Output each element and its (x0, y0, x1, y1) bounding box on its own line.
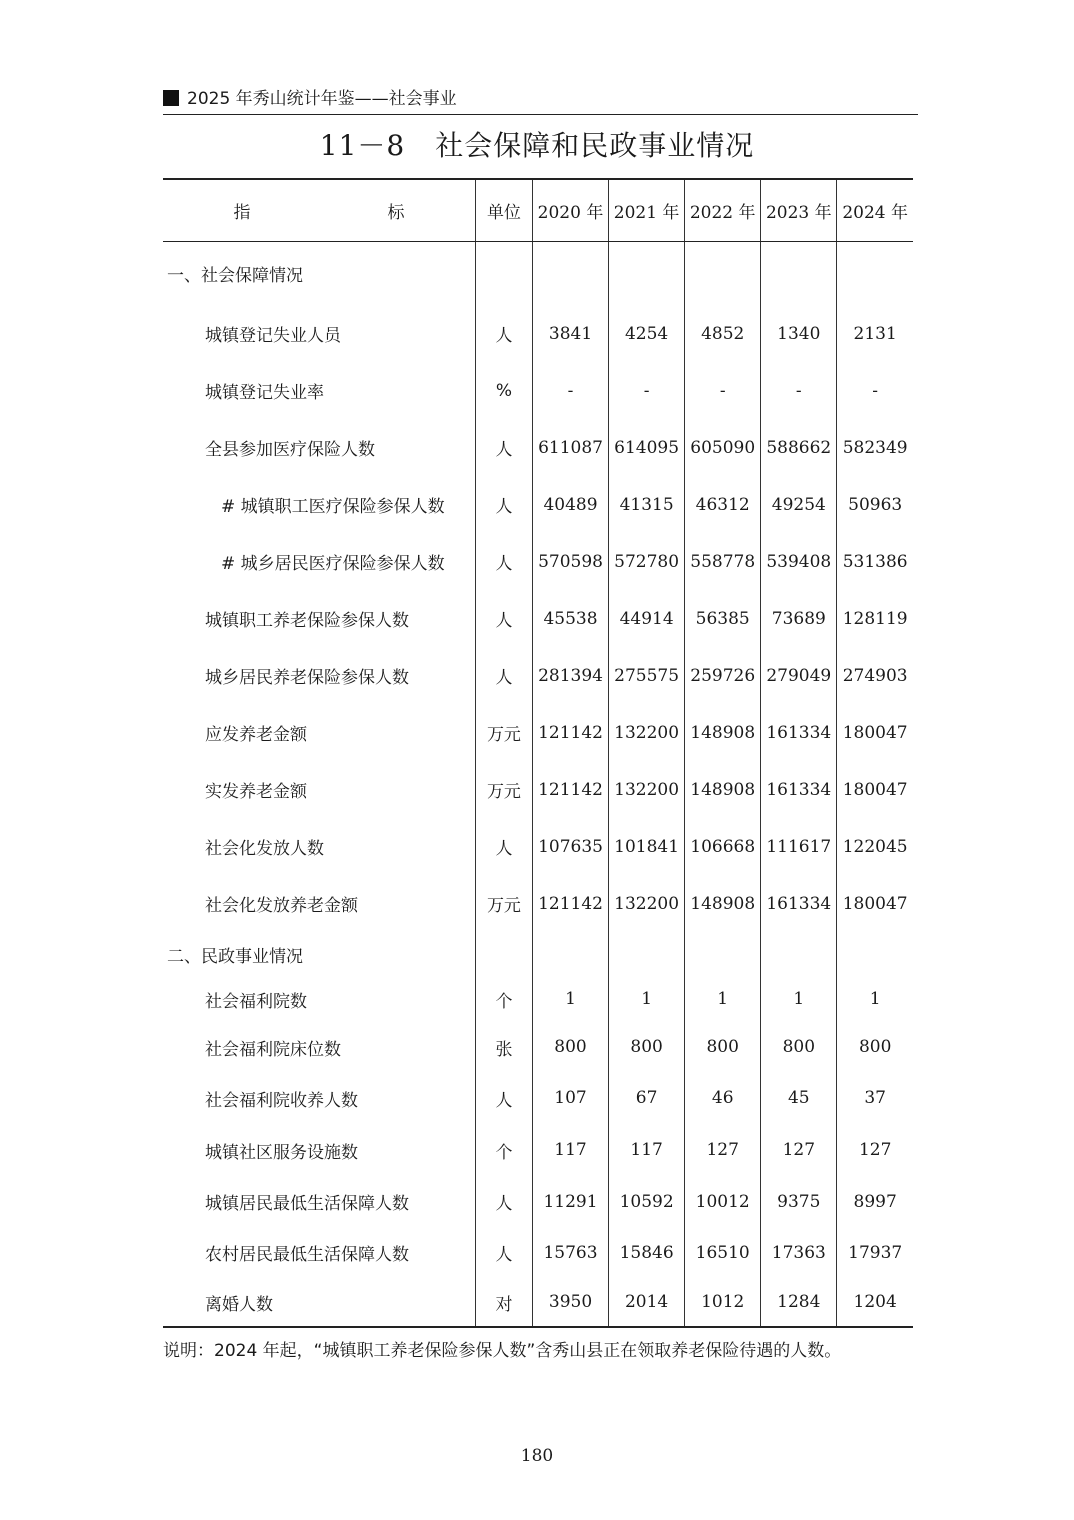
value-cell: 73689 (761, 590, 837, 647)
value-cell: 588662 (761, 419, 837, 476)
table-row (163, 1278, 913, 1327)
row-label: 社会福利院收养人数 (205, 1090, 358, 1111)
empty-cell (837, 241, 913, 305)
row-label: 社会福利院床位数 (205, 1039, 341, 1060)
table-row (163, 1176, 913, 1227)
year-header: 2024 年 (837, 179, 913, 241)
value-cell: 4852 (685, 305, 761, 362)
value-cell: 2014 (609, 1278, 685, 1327)
value-cell: - (532, 362, 608, 419)
empty-cell (532, 932, 608, 976)
value-cell: 132200 (609, 704, 685, 761)
year-header: 2020 年 (532, 179, 608, 241)
value-cell: 121142 (532, 704, 608, 761)
value-cell: 121142 (532, 875, 608, 932)
value-cell: 3841 (532, 305, 608, 362)
running-header-title: 2025 年秀山统计年鉴——社会事业 (187, 89, 457, 109)
row-label: 社会化发放养老金额 (205, 896, 358, 916)
table-title (0, 124, 1074, 164)
unit-header: 单位 (475, 179, 532, 241)
value-cell: 605090 (685, 419, 761, 476)
table-body (163, 241, 913, 1327)
row-unit: 人 (475, 305, 532, 362)
row-unit: 万元 (475, 704, 532, 761)
value-cell: 161334 (761, 761, 837, 818)
value-cell: 570598 (532, 533, 608, 590)
value-cell: 148908 (685, 761, 761, 818)
value-cell: 44914 (609, 590, 685, 647)
section-row (163, 241, 913, 305)
value-cell: 148908 (685, 704, 761, 761)
value-cell: 132200 (609, 761, 685, 818)
row-unit: 人 (475, 533, 532, 590)
empty-cell (685, 241, 761, 305)
value-cell: 274903 (837, 647, 913, 704)
value-cell: 17363 (761, 1227, 837, 1278)
row-unit: 人 (475, 647, 532, 704)
value-cell: 2131 (837, 305, 913, 362)
row-unit: % (475, 362, 532, 419)
row-label: 城镇登记失业人员 (205, 326, 341, 346)
table-row (163, 305, 913, 362)
indicator-header-label: 指 标 (233, 202, 465, 223)
value-cell: 1 (761, 976, 837, 1022)
value-cell: 67 (609, 1072, 685, 1124)
value-cell: 259726 (685, 647, 761, 704)
value-cell: - (837, 362, 913, 419)
value-cell: 15846 (609, 1227, 685, 1278)
table-row (163, 1022, 913, 1072)
value-cell: 161334 (761, 704, 837, 761)
empty-cell (761, 932, 837, 976)
value-cell: 50963 (837, 476, 913, 533)
empty-cell (761, 241, 837, 305)
value-cell: 37 (837, 1072, 913, 1124)
table-row (163, 1072, 913, 1124)
row-unit: 人 (475, 590, 532, 647)
value-cell: 800 (532, 1022, 608, 1072)
row-unit: 张 (475, 1022, 532, 1072)
indicator-header (163, 179, 475, 241)
square-bullet-icon (163, 90, 179, 106)
value-cell: 9375 (761, 1176, 837, 1227)
statistics-table (163, 178, 913, 1328)
row-unit: 对 (475, 1278, 532, 1327)
table-row (163, 875, 913, 932)
value-cell: 275575 (609, 647, 685, 704)
row-label: 城镇登记失业率 (205, 383, 324, 403)
value-cell: 161334 (761, 875, 837, 932)
value-cell: 117 (609, 1124, 685, 1176)
row-unit: 个 (475, 976, 532, 1022)
row-unit: 人 (475, 818, 532, 875)
row-unit: 万元 (475, 761, 532, 818)
empty-cell (837, 932, 913, 976)
value-cell: 1 (609, 976, 685, 1022)
value-cell: 11291 (532, 1176, 608, 1227)
value-cell: 107 (532, 1072, 608, 1124)
year-header: 2023 年 (761, 179, 837, 241)
table-header-row (163, 179, 913, 241)
row-label: # 城镇职工医疗保险参保人数 (221, 497, 445, 517)
section-title: 一、社会保障情况 (167, 265, 303, 286)
value-cell: 281394 (532, 647, 608, 704)
value-cell: - (761, 362, 837, 419)
value-cell: 539408 (761, 533, 837, 590)
row-unit: 人 (475, 476, 532, 533)
value-cell: 46312 (685, 476, 761, 533)
value-cell: 117 (532, 1124, 608, 1176)
value-cell: 1 (532, 976, 608, 1022)
value-cell: 1340 (761, 305, 837, 362)
value-cell: 180047 (837, 875, 913, 932)
empty-cell (475, 241, 532, 305)
value-cell: 106668 (685, 818, 761, 875)
year-header: 2021 年 (609, 179, 685, 241)
value-cell: 132200 (609, 875, 685, 932)
value-cell: 16510 (685, 1227, 761, 1278)
row-label: 城镇社区服务设施数 (205, 1142, 358, 1163)
row-unit: 人 (475, 419, 532, 476)
value-cell: 1204 (837, 1278, 913, 1327)
value-cell: 611087 (532, 419, 608, 476)
row-label: 离婚人数 (163, 1278, 475, 1327)
page-number: 180 (520, 1446, 554, 1466)
table-row (163, 818, 913, 875)
row-unit: 人 (475, 1072, 532, 1124)
value-cell: 800 (609, 1022, 685, 1072)
value-cell: 101841 (609, 818, 685, 875)
value-cell: 17937 (837, 1227, 913, 1278)
table-row (163, 1124, 913, 1176)
value-cell: 4254 (609, 305, 685, 362)
value-cell: 531386 (837, 533, 913, 590)
value-cell: 111617 (761, 818, 837, 875)
value-cell: 128119 (837, 590, 913, 647)
value-cell: 56385 (685, 590, 761, 647)
value-cell: 45538 (532, 590, 608, 647)
running-header (163, 86, 918, 115)
value-cell: 8997 (837, 1176, 913, 1227)
row-unit: 万元 (475, 875, 532, 932)
empty-cell (685, 932, 761, 976)
table-row (163, 976, 913, 1022)
empty-cell (532, 241, 608, 305)
row-label: 社会化发放人数 (205, 839, 324, 859)
empty-cell (475, 932, 532, 976)
value-cell: 10012 (685, 1176, 761, 1227)
value-cell: 558778 (685, 533, 761, 590)
row-label: 城镇居民最低生活保障人数 (205, 1194, 409, 1214)
value-cell: 614095 (609, 419, 685, 476)
value-cell: 148908 (685, 875, 761, 932)
row-label: 实发养老金额 (205, 782, 307, 802)
value-cell: 800 (761, 1022, 837, 1072)
value-cell: 107635 (532, 818, 608, 875)
value-cell: 122045 (837, 818, 913, 875)
section-title: 二、民政事业情况 (167, 946, 303, 967)
value-cell: 10592 (609, 1176, 685, 1227)
table-row (163, 761, 913, 818)
table-row (163, 1227, 913, 1278)
row-unit: 个 (475, 1124, 532, 1176)
value-cell: 1 (837, 976, 913, 1022)
row-label: 社会福利院数 (205, 991, 307, 1012)
year-header: 2022 年 (685, 179, 761, 241)
row-unit: 人 (475, 1227, 532, 1278)
row-label: 城乡居民养老保险参保人数 (205, 668, 409, 688)
table-row (163, 362, 913, 419)
value-cell: - (685, 362, 761, 419)
value-cell: 46 (685, 1072, 761, 1124)
table-row (163, 590, 913, 647)
row-label: 城镇职工养老保险参保人数 (205, 611, 409, 631)
value-cell: 1 (685, 976, 761, 1022)
value-cell: 572780 (609, 533, 685, 590)
empty-cell (609, 932, 685, 976)
value-cell: 15763 (532, 1227, 608, 1278)
table-note: 说明：2024 年起，“城镇职工养老保险参保人数”含秀山县正在领取养老保险待遇的人数。 (163, 1341, 842, 1361)
value-cell: 279049 (761, 647, 837, 704)
value-cell: 1284 (761, 1278, 837, 1327)
row-label: 农村居民最低生活保障人数 (205, 1245, 409, 1265)
table-row (163, 533, 913, 590)
table-row (163, 704, 913, 761)
table-number: 11－8 (319, 129, 406, 162)
row-label: 全县参加医疗保险人数 (205, 440, 375, 460)
value-cell: 45 (761, 1072, 837, 1124)
value-cell: 127 (837, 1124, 913, 1176)
value-cell: 127 (685, 1124, 761, 1176)
table-row (163, 476, 913, 533)
value-cell: 40489 (532, 476, 608, 533)
row-label: 应发养老金额 (205, 725, 307, 745)
section-row (163, 932, 913, 976)
value-cell: 3950 (532, 1278, 608, 1327)
value-cell: 121142 (532, 761, 608, 818)
value-cell: 800 (685, 1022, 761, 1072)
row-unit: 人 (475, 1176, 532, 1227)
table-row (163, 647, 913, 704)
table-row (163, 419, 913, 476)
value-cell: 49254 (761, 476, 837, 533)
table-title-text: 社会保障和民政事业情况 (435, 129, 755, 162)
value-cell: 180047 (837, 704, 913, 761)
row-label: # 城乡居民医疗保险参保人数 (221, 554, 445, 574)
value-cell: 41315 (609, 476, 685, 533)
value-cell: 1012 (685, 1278, 761, 1327)
value-cell: 180047 (837, 761, 913, 818)
empty-cell (609, 241, 685, 305)
value-cell: - (609, 362, 685, 419)
value-cell: 800 (837, 1022, 913, 1072)
value-cell: 127 (761, 1124, 837, 1176)
value-cell: 582349 (837, 419, 913, 476)
